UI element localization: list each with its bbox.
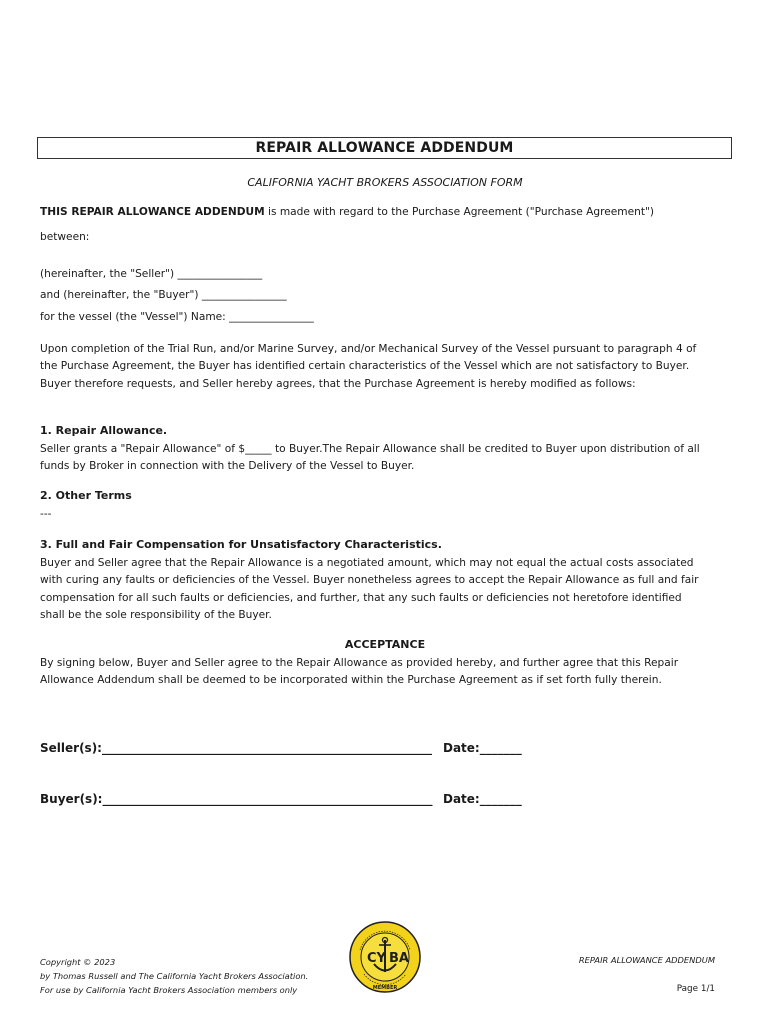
section2-heading: 2. Other Terms: [40, 489, 132, 502]
logo-member-text: MEMBER: [372, 985, 398, 991]
intro-rest: is made with regard to the Purchase Agreement ("Purchase Agreement"): [264, 206, 654, 218]
cyba-logo: [348, 920, 422, 994]
seller-signature-line: Seller(s):_______________________________________________________: [40, 741, 432, 755]
vessel-line: for the vessel (the "Vessel") Name: ________________: [40, 311, 314, 323]
acceptance-heading: ACCEPTANCE: [344, 638, 426, 651]
buyer-date-line: Date:_______: [443, 792, 522, 806]
logo-text-right: BA: [389, 951, 409, 966]
buyer-line: and (hereinafter, the "Buyer") ________________: [40, 289, 287, 301]
footer-left: [40, 955, 308, 997]
section1-heading: 1. Repair Allowance.: [40, 424, 168, 437]
intro-bold: THIS REPAIR ALLOWANCE ADDENDUM: [40, 206, 265, 218]
document-subtitle: CALIFORNIA YACHT BROKERS ASSOCIATION FORM: [247, 176, 523, 189]
intro-paragraph: Upon completion of the Trial Run, and/or Marine Survey, and/or Mechanical Survey of the Vessel pursuant to paragraph 4 of the Purchase Agreement, the Buyer has identified certain characteristics of the Vessel which are not satisfactory to Buyer. Buyer therefore requests, and Seller hereby agrees, that the Purchase Agreement is hereby modified as follows:: [40, 343, 697, 390]
section3-body: Buyer and Seller agree that the Repair Allowance is a negotiated amount, which may not equal the actual costs associated with curing any faults or deficiencies of the Vessel. Buyer nonetheless agrees to accept the Repair Allowance as full and fair compensation for all such faults or deficiencies, and further, that any such faults or deficiencies not heretofore identified shall be the sole responsibility of the Buyer.: [40, 557, 699, 622]
section3-heading: 3. Full and Fair Compensation for Unsatisfactory Characteristics.: [40, 538, 442, 551]
intro-line: [40, 204, 654, 221]
section2-body: ---: [40, 508, 52, 520]
footer-usage: For use by California Yacht Brokers Association members only: [40, 985, 298, 995]
between-label: between:: [40, 231, 90, 243]
footer-copyright: Copyright © 2023: [40, 957, 116, 967]
footer-page-number: Page 1/1: [676, 984, 715, 994]
seller-line: (hereinafter, the "Seller") ________________: [40, 268, 263, 280]
seller-date-line: Date:_______: [443, 741, 522, 755]
logo-text-left: CY: [367, 951, 386, 966]
footer-doc-name: REPAIR ALLOWANCE ADDENDUM: [578, 955, 715, 965]
acceptance-body: By signing below, Buyer and Seller agree to the Repair Allowance as provided hereby, and further agree that this Repair Allowance Addendum shall be deemed to be incorporated within the Purchase Agreement as if set forth fully therein.: [40, 657, 679, 687]
section1-body: Seller grants a "Repair Allowance" of $_____ to Buyer.The Repair Allowance shall be credited to Buyer upon distribution of all funds by Broker in connection with the Delivery of the Vessel to Buyer.: [40, 443, 700, 473]
footer-authors: by Thomas Russell and The California Yacht Brokers Association.: [40, 971, 309, 981]
buyer-signature-line: Buyer(s):_______________________________________________________: [40, 792, 433, 806]
document-title: REPAIR ALLOWANCE ADDENDUM: [37, 137, 732, 159]
